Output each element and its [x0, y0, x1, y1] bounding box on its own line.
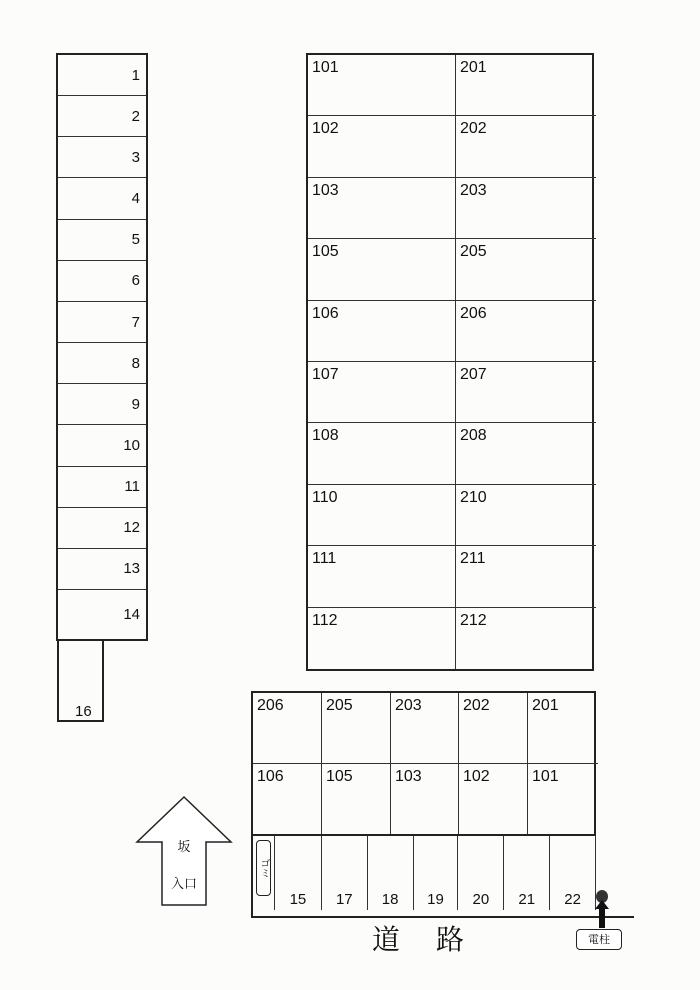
parking-space: 5 [58, 220, 146, 261]
room-cell: 112 [308, 608, 456, 669]
room-cell: 106 [253, 764, 322, 835]
room-cell: 212 [460, 611, 487, 629]
parking-space: 4 [58, 178, 146, 219]
room-cell: 103 [391, 764, 459, 835]
entrance-label-slope: 坂 [177, 839, 191, 854]
entrance-label-entrance: 入口 [170, 876, 197, 891]
room-cell: 103 [308, 178, 456, 239]
room-cell: 202 [459, 693, 528, 764]
parking-space: 21 [503, 836, 549, 910]
room-cell: 206 [456, 301, 596, 362]
garbage-label: ゴミ [258, 858, 269, 878]
room-cell: 201 [528, 693, 598, 764]
parking-space: 10 [58, 425, 146, 466]
room-cell: 211 [456, 546, 596, 607]
parking-space: 2 [58, 96, 146, 137]
room-cell: 110 [308, 485, 456, 546]
parking-space: 1 [58, 55, 146, 96]
parking-space: 22 [549, 836, 595, 910]
parking-space: 8 [58, 343, 146, 384]
lower-site-left-edge [251, 836, 253, 918]
parking-space: 18 [367, 836, 413, 910]
pole-arrow-icon [594, 900, 610, 930]
lower-building-rooms [251, 691, 596, 836]
parking-space: 12 [58, 508, 146, 549]
room-cell: 101 [532, 767, 559, 785]
parking-space: 19 [413, 836, 458, 910]
parking-space: 14 [123, 606, 140, 624]
room-cell: 207 [456, 362, 596, 423]
room-cell: 203 [456, 178, 596, 239]
room-cell: 107 [308, 362, 456, 423]
parking-space: 9 [58, 384, 146, 425]
room-cell: 105 [322, 764, 391, 835]
room-cell: 206 [253, 693, 322, 764]
room-cell: 102 [308, 116, 456, 177]
parking-space: 11 [58, 467, 146, 508]
parking-space: 20 [457, 836, 503, 910]
room-cell: 111 [308, 546, 456, 607]
room-cell: 210 [456, 485, 596, 546]
room-cell: 201 [456, 55, 596, 116]
room-cell: 108 [308, 423, 456, 484]
left-parking-column [56, 53, 148, 641]
room-cell: 205 [322, 693, 391, 764]
parking-space: 3 [58, 137, 146, 178]
parking-space: 17 [321, 836, 367, 910]
room-cell: 102 [459, 764, 528, 835]
parking-space: 7 [58, 302, 146, 343]
utility-pole-label: 電柱 [576, 929, 622, 950]
parking-space: 6 [58, 261, 146, 302]
room-cell: 105 [308, 239, 456, 300]
parking-space: 15 [274, 836, 321, 910]
road-label: 道 路 [371, 924, 468, 955]
parking-space: 13 [58, 549, 146, 590]
room-cell: 205 [456, 239, 596, 300]
room-cell: 203 [391, 693, 459, 764]
room-cell: 208 [456, 423, 596, 484]
bottom-parking-row [274, 836, 596, 910]
room-cell: 106 [308, 301, 456, 362]
garbage-station [256, 840, 271, 896]
parking-space-label: 16 [75, 703, 92, 720]
upper-building-rooms [306, 53, 594, 671]
room-cell: 101 [308, 55, 456, 116]
parking-space-16 [57, 639, 104, 722]
room-cell: 202 [456, 116, 596, 177]
